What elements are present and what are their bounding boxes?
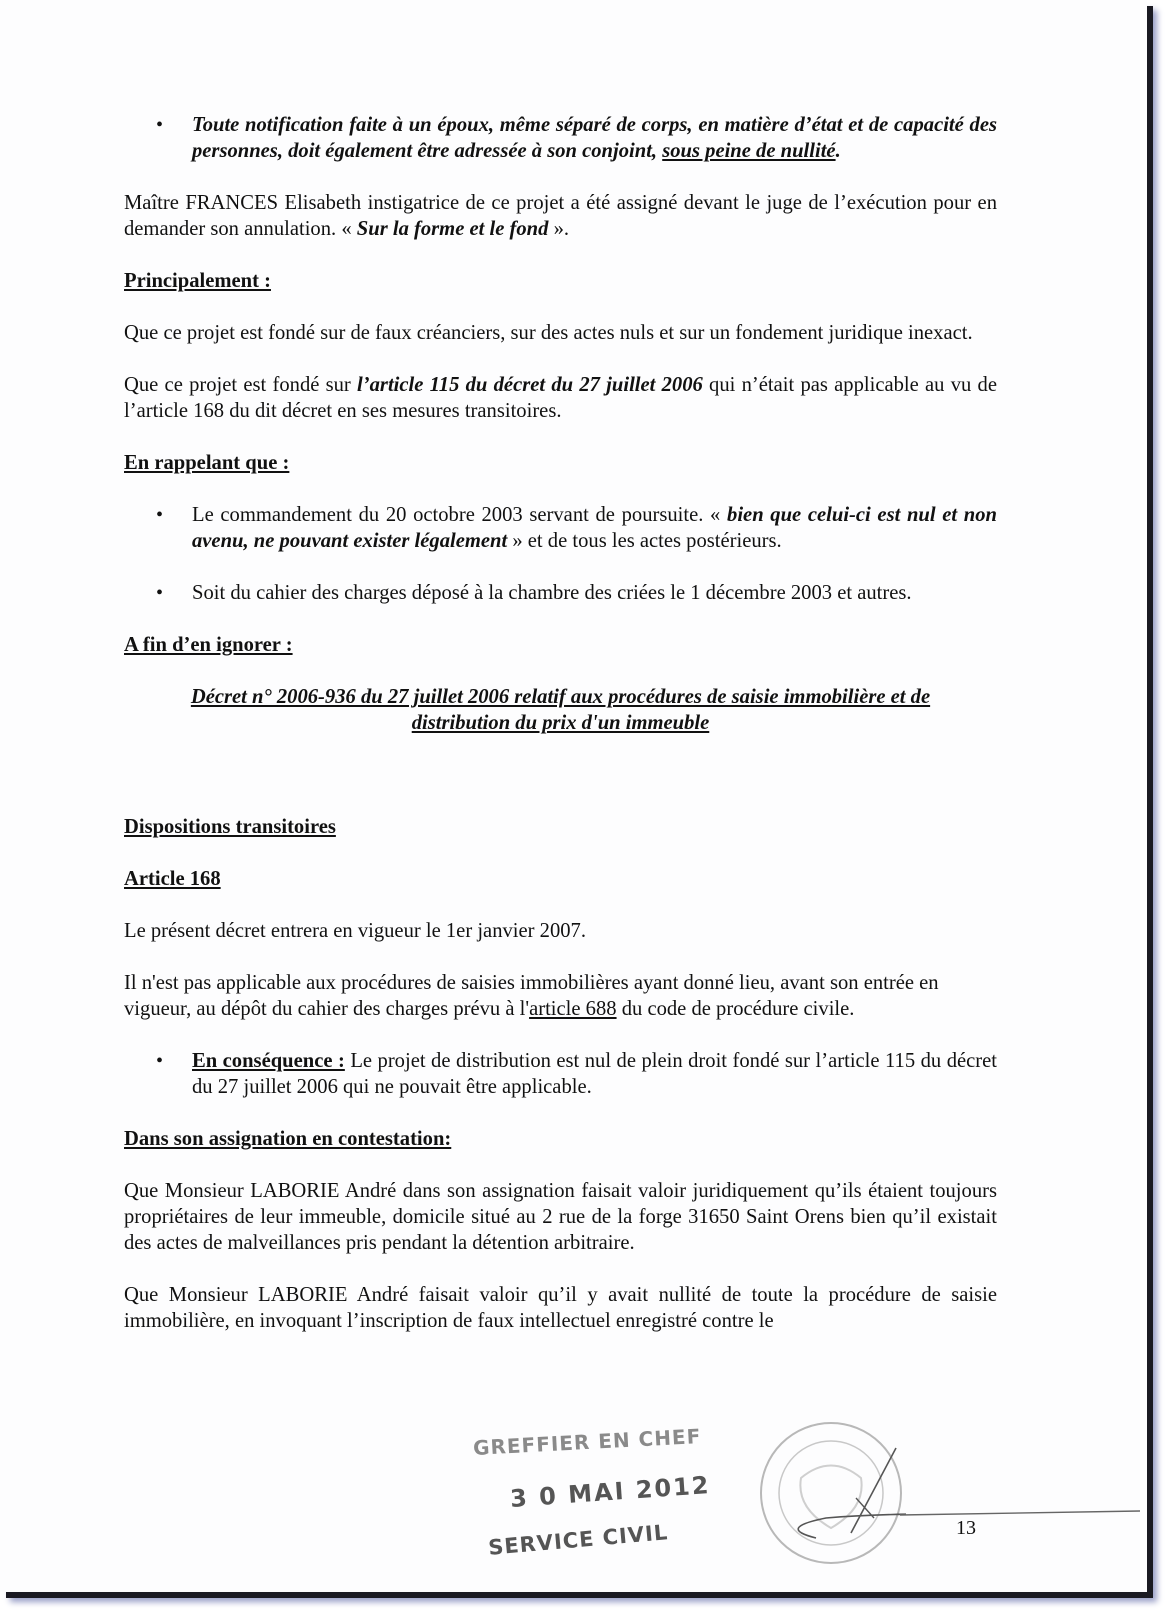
para-article115 [124,372,997,424]
article115-end: qui n’était pas applicable au vu de l’article 168 du dit décret en ses mesures transitoires. [124,374,997,422]
article115-emphasis: l’article 115 du décret du 27 juillet 2006 [357,374,703,396]
heading-ignorer: A fin d’en ignorer : [124,634,293,656]
bullet-cahier: • Soit du cahier des charges déposé à la chambre des criées le 1 décembre 2003 et autres. [124,580,997,606]
consequence-label: En conséquence : [192,1050,345,1072]
applicable-start: Il n'est pas applicable aux procédures de saisies immobilières ayant donné lieu, avant son entrée en vigueur, au dépôt du cahier des charges prévu à l' [124,972,939,1020]
heading-dispositions: Dispositions transitoires [124,816,336,838]
heading-assignation: Dans son assignation en contestation: [124,1128,452,1150]
heading-principalement: Principalement : [124,270,271,292]
article688-link[interactable]: article 688 [529,998,617,1020]
page-number: 13 [956,1517,976,1539]
consequence-text: Le projet de distribution est nul de plein droit fondé sur l’article 115 du décret du 27 juillet 2006 qui ne pouvait être applicable. [192,1050,998,1098]
decree-title: Décret n° 2006-936 du 27 juillet 2006 relatif aux procédures de saisie immobilière et de distribution du prix d'un immeuble [190,686,931,734]
document-body [124,112,997,1334]
article115-start: Que ce projet est fondé sur [124,374,358,396]
para-applicable [124,970,997,1022]
commandement-start: Le commandement du 20 octobre 2003 servant de poursuite. « [192,504,728,526]
para-faux-creanciers: Que ce projet est fondé sur de faux créanciers, sur des actes nuls et sur un fondement juridique inexact. [124,322,973,344]
para-vigueur: Le présent décret entrera en vigueur le 1er janvier 2007. [124,920,586,942]
notification-end: . [835,140,841,162]
heading-rappelant: En rappelant que : [124,452,290,474]
bullet-commandement [124,502,997,554]
stamp-date: 3 0 MAI 2012 [509,1471,712,1513]
stamp-service: SERVICE CIVIL [487,1520,670,1560]
signature-line [900,1505,1140,1525]
bullet-notification [124,112,997,164]
notification-text: Toute notification faite à un époux, même séparé de corps, en matière d’état et de capacité des personnes, doit également être adressée à son conjoint, [192,114,997,162]
para-laborie-2: Que Monsieur LABORIE André faisait valoir qu’il y avait nullité de toute la procédure de saisie immobilière, en invoquant l’inscription de faux intellectuel enregistré contre le [124,1284,997,1332]
para-maitre [124,190,997,242]
bullet-consequence [124,1048,997,1100]
para-laborie-1: Que Monsieur LABORIE André dans son assignation faisait valoir juridiquement qu’ils étaient toujours propriétaires de leur immeuble, domicile situé au 2 rue de la forge 31650 Saint Orens bien qu’il existait des actes de malveillances pris pendant la détention arbitraire. [124,1180,997,1254]
maitre-end: ». [548,218,570,240]
stamp-greffier: GREFFIER EN CHEF [472,1424,702,1460]
maitre-text: Maître FRANCES Elisabeth instigatrice de ce projet a été assigné devant le juge de l’exécution pour en demander son annulation. « [124,192,997,240]
court-seal-icon [756,1418,906,1568]
heading-article168: Article 168 [124,868,221,890]
commandement-emphasis: bien que celui-ci est nul et non avenu, ne pouvant exister légalement [192,504,997,552]
maitre-emphasis: Sur la forme et le fond [356,218,549,240]
applicable-end: du code de procédure civile. [616,998,855,1020]
commandement-end: » et de tous les actes postérieurs. [507,530,782,552]
notification-underlined: sous peine de nullité [662,140,836,162]
